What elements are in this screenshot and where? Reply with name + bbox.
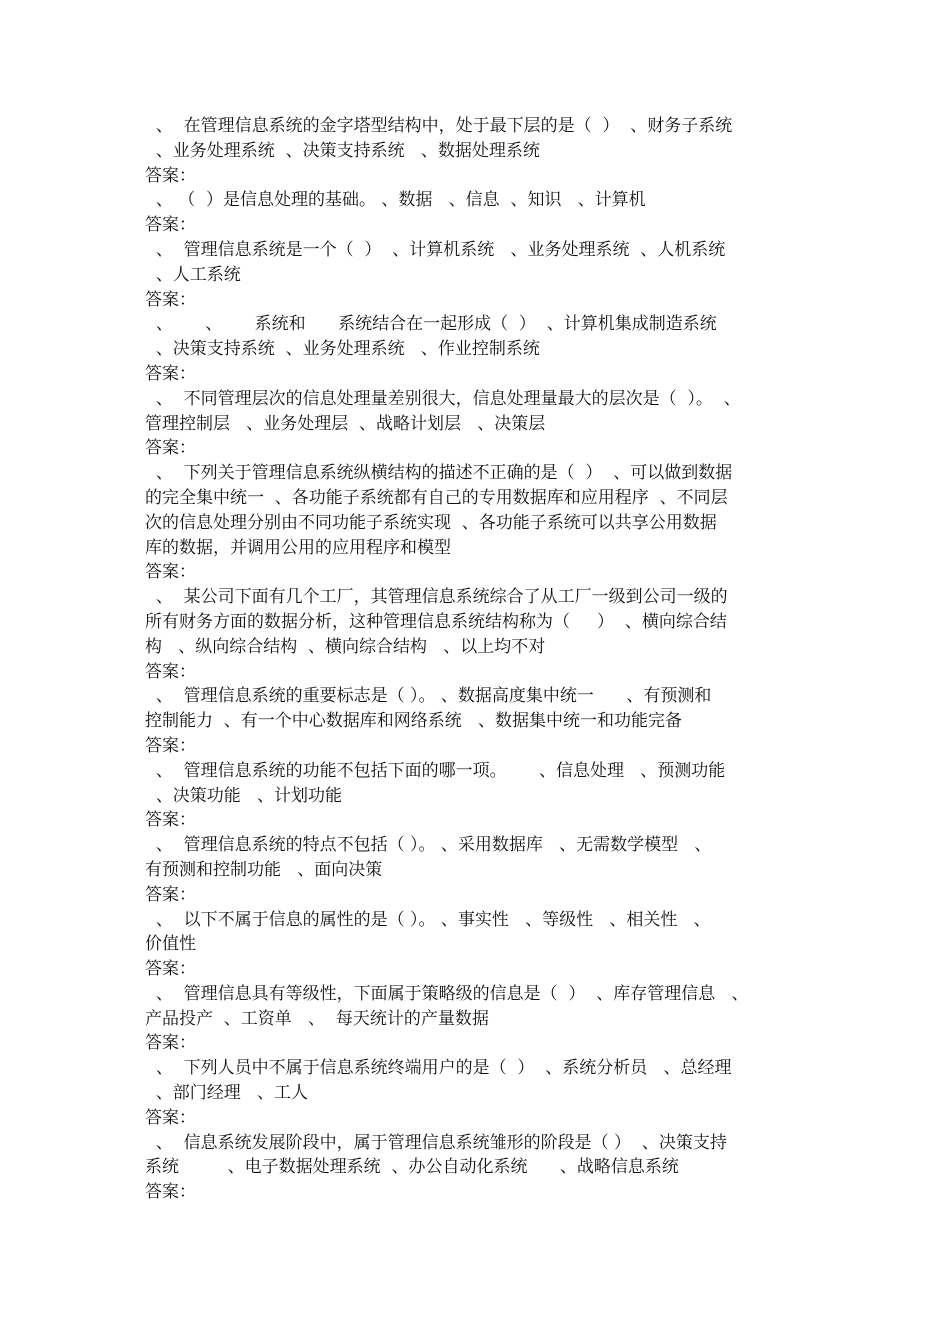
answer-label: 答案： xyxy=(145,1033,196,1054)
question-text: 、 不同管理层次的信息处理量差别很大，信息处理量最大的层次是（ ）。 、 管理控制层 、业务处理层 、战略计划层 、决策层 xyxy=(145,388,741,434)
answer-label: 答案： xyxy=(145,1107,196,1128)
answer-label: 答案： xyxy=(145,215,196,236)
answer-label: 答案： xyxy=(145,884,196,905)
question-text: 、 管理信息系统的功能不包括下面的哪一项。 、信息处理 、预测功能 、决策功能 、计划功能 xyxy=(155,760,726,806)
answer-label: 答案： xyxy=(145,438,196,459)
question-block xyxy=(145,188,825,238)
question-text: 、 下列关于管理信息系统纵横结构的描述不正确的是（ ） 、可以做到数据 的完全集中统一 、各功能子系统都有自己的专用数据库和应用程序 、不同层 次的信息处理分别由不同功能子系统实现 、各功能子系统可以共享公用数据 库的数据，并调用公用的应用程序和模型 xyxy=(145,463,733,558)
question-text: 、 管理信息系统的特点不包括（ ）。 、采用数据库 、无需数学模型 、 有预测和控制功能 、面向决策 xyxy=(145,835,712,880)
question-text: 、 （ ）是信息处理的基础。 、数据 、信息 、知识 、计算机 xyxy=(145,190,646,211)
question-text: 、 管理信息具有等级性，下面属于策略级的信息是（ ） 、库存管理信息 、 产品投产 、工资单 、 每天统计的产量数据 xyxy=(145,983,749,1029)
question-block xyxy=(145,982,825,1056)
question-text: 、 管理信息系统是一个（ ） 、计算机系统 、业务处理系统 、人机系统 、人工系统 xyxy=(155,239,726,285)
question-block xyxy=(145,585,825,684)
answer-label: 答案： xyxy=(145,661,196,682)
question-text: 、 某公司下面有几个工厂，其管理信息系统综合了从工厂一级到公司一级的 所有财务方面的数据分析，这种管理信息系统结构称为（ ） 、横向综合结 构 、纵向综合结构 、横向综合结构 、以上均不对 xyxy=(145,587,728,657)
question-block xyxy=(145,1131,825,1205)
question-block xyxy=(145,312,825,386)
answer-label: 答案： xyxy=(145,959,196,980)
question-block xyxy=(145,461,825,585)
question-block xyxy=(145,387,825,461)
question-text: 、 管理信息系统的重要标志是（ ）。 、数据高度集中统一 、有预测和 控制能力 、有一个中心数据库和网络系统 、数据集中统一和功能完备 xyxy=(145,686,712,732)
question-text: 、 在管理信息系统的金字塔型结构中，处于最下层的是（ ） 、财务子系统 、业务处理系统 、决策支持系统 、数据处理系统 xyxy=(155,116,733,161)
answer-label: 答案： xyxy=(145,363,196,384)
answer-label: 答案： xyxy=(145,562,196,583)
document-page xyxy=(145,114,825,1205)
question-block xyxy=(145,908,825,982)
question-text: 、 下列人员中不属于信息系统终端用户的是（ ） 、系统分析员 、总经理 、部门经理 、工人 xyxy=(155,1058,732,1104)
question-block xyxy=(145,1056,825,1130)
question-text: 、 、 系统和 系统结合在一起形成（ ） 、计算机集成制造系统 、决策支持系统 、业务处理系统 、作业控制系统 xyxy=(155,314,717,360)
question-block xyxy=(145,114,825,188)
question-text: 、 信息系统发展阶段中，属于管理信息系统雏形的阶段是（ ） 、决策支持 系统 、电子数据处理系统 、办公自动化系统 、战略信息系统 xyxy=(145,1132,727,1178)
answer-label: 答案： xyxy=(145,289,196,310)
question-block xyxy=(145,684,825,758)
question-block xyxy=(145,833,825,907)
answer-label: 答案： xyxy=(145,735,196,756)
answer-label: 答案： xyxy=(145,1182,196,1203)
question-block xyxy=(145,238,825,312)
answer-label: 答案： xyxy=(145,810,196,831)
question-text: 、 以下不属于信息的属性的是（ ）。 、事实性 、等级性 、相关性 、 价值性 xyxy=(145,909,711,955)
question-block xyxy=(145,759,825,833)
answer-label: 答案： xyxy=(145,165,196,186)
